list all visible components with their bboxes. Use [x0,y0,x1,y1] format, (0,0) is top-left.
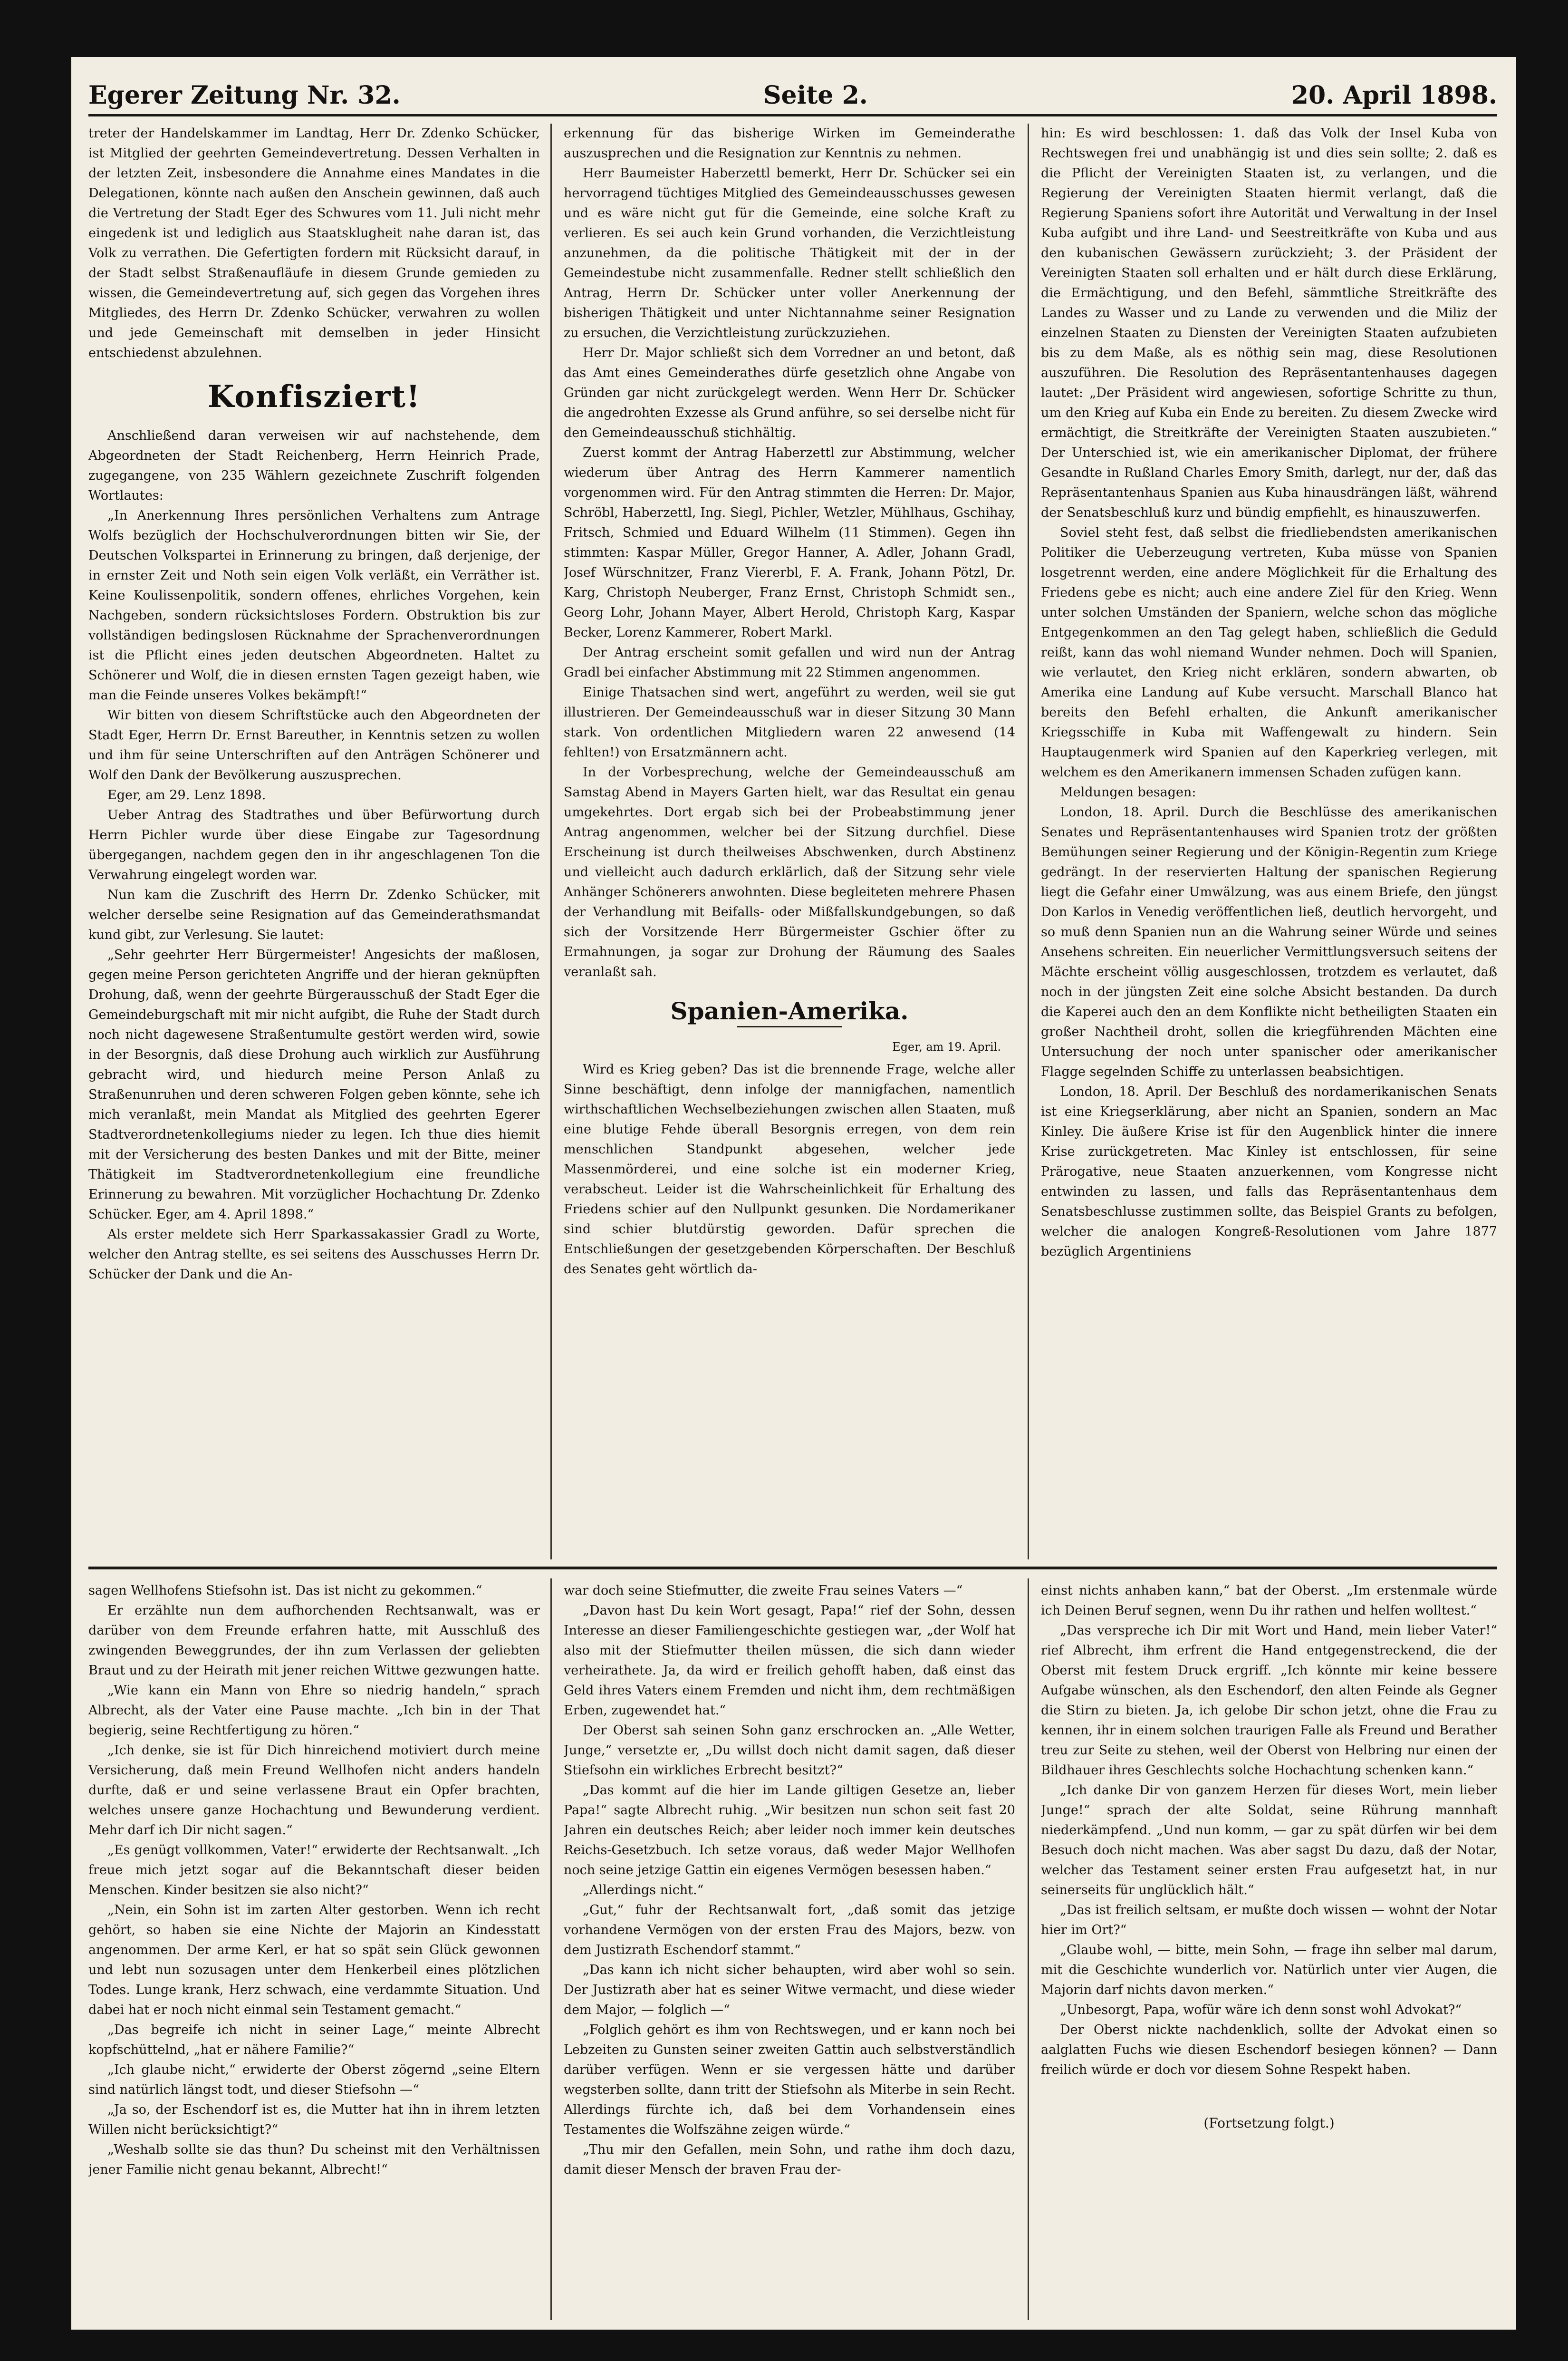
article-paragraph: Ueber Antrag des Stadtrathes und über Befürwortung durch Herrn Pichler wurde über diese Eingabe zur Tagesordnung übergegangen, nachdem gegen den in ihr angeschlagenen Ton die Verwahrung eingelegt worden war. [88,808,540,882]
masthead-date: 20. April 1898. [1291,81,1497,110]
headline-spanien-amerika: Spanien-Amerika. [670,997,909,1025]
story-paragraph: „Gut,“ fuhr der Rechtsanwalt fort, „daß somit das jetzige vorhandene Vermögen von der ersten Frau des Majors, bezw. von dem Justizrath Eschendorf stammt.“ [564,1903,1015,1957]
story-paragraph: „Glaube wohl, — bitte, mein Sohn, — frage ihn selber mal darum, mit die Geschichte wunderlich vor. Natürlich unter vier Augen, die Majorin darf nichts davon merken.“ [1041,1943,1497,1997]
masthead-paper-issue: Egerer Zeitung Nr. 32. [88,81,401,110]
column-divider [1028,124,1029,1559]
story-paragraph: „Das begreife ich nicht in seiner Lage,“ meinte Albrecht kopfschüttelnd, „hat er nähere Familie?“ [88,2022,540,2057]
story-paragraph: sagen Wellhofens Stiefsohn ist. Das ist nicht zu gekommen.“ [88,1583,482,1598]
article-paragraph: hin: Es wird beschlossen: 1. daß das Volk der Insel Kuba von Rechtswegen frei und unabhängig ist und dies sein sollte; 2. daß es die Pflicht der Vereinigten Staaten ist, zu verlangen, und die Regierung der Vereinigten Staaten hiermit verlangt, daß die Regierung Spaniens sofort ihre Autorität und Verwaltung in der Insel Kuba aufgibt und ihre Land- und Seestreitkräfte von Kuba und aus den kubanischen Gewässern zurückzieht; 3. der Präsident der Vereinigten Staaten soll erhalten und er hält durch diese Erklärung, die Ermächtigung, und den Befehl, sämmtliche Streitkräfte des Landes zu Wasser und zu Lande zu verwenden und die Miliz der einzelnen Staaten zu Diensten der Vereinigten Staaten aufzubieten bis zu dem Maße, als es nöthig sein mag, diese Resolutionen auszuführen. Die Resolution des Repräsentantenhauses dagegen lautet: „Der Präsident wird angewiesen, sofortige Schritte zu thun, um den Krieg auf Kuba ein Ende zu bereiten. Zu diesem Zwecke wird ermächtigt, die Streitkräfte der Vereinigten Staaten auszubieten.“ Der Unterschied ist, wie ein amerikanischer Diplomat, der frühere Gesandte in Rußland Charles Emory Smith, darlegt, nur der, daß das Repräsentantenhaus Spanien aus Kuba hinausdrängen läßt, während der Senatsbeschluß kurz und bündig empfiehlt, es hinauszuwerfen. [1041,126,1497,520]
story-paragraph: „Nein, ein Sohn ist im zarten Alter gestorben. Wenn ich recht gehört, so haben sie eine Nichte der Majorin an Kindesstatt angenommen. Der arme Kerl, er hat so spät sein Glück gewonnen und lebt nun sozusagen unter dem Henkerbeil eines plötzlichen Todes. Lunge krank, Herz schwach, eine verdammte Situation. Und dabei hat er noch nicht einmal sein Testament gemacht.“ [88,1903,540,2017]
story-paragraph: „Es genügt vollkommen, Vater!“ erwiderte der Rechtsanwalt. „Ich freue mich jetzt sogar auf die Bekanntschaft dieser beiden Menschen. Kinder besitzen sie also nicht?“ [88,1843,540,1897]
story-paragraph: „Das kann ich nicht sicher behaupten, wird aber wohl so sein. Der Justizrath aber hat es seiner Witwe vermacht, und diese wieder dem Major, — folglich —“ [564,1963,1015,2017]
headline-rule [737,1026,842,1027]
story-paragraph: war doch seine Stiefmutter, die zweite Frau seines Vaters —“ [564,1583,963,1598]
article-paragraph: Der Antrag erscheint somit gefallen und wird nun der Antrag Gradl bei einfacher Abstimmung mit 22 Stimmen angenommen. [564,645,1015,680]
article-paragraph: London, 18. April. Der Beschluß des nordamerikanischen Senats ist eine Kriegserklärung, aber nicht an Spanien, sondern an Mac Kinley. Die äußere Krise ist für den Augenblick hinter die innere Krise zurückgetreten. Mac Kinley ist entschlossen, für seine Prärogative, neue Staaten anzuerkennen, vom Kongresse nicht entwinden zu lassen, und falls das Repräsentantenhaus dem Senatsbeschlusse zustimmen sollte, das Beispiel Grants zu befolgen, welcher die analogen Kongreß-Resolutionen vom Jahre 1877 bezüglich Argentiniens [1041,1084,1497,1259]
article-paragraph: London, 18. April. Durch die Beschlüsse des amerikanischen Senates und Repräsentantenhauses wird Spanien trotz der größten Bemühungen seiner Regierung und der Königin-Regentin zum Kriege gedrängt. In der reservierten Haltung der spanischen Regierung liegt die Gefahr einer Umwälzung, was aus einem Briefe, den jüngst Don Karlos in Venedig veröffentlichen ließ, deutlich hervorgeht, und so muß denn Spanien nun an die Wahrung seiner Würde und seines Ansehens schreiten. Ein neuerlicher Vermittlungsversuch seitens der Mächte erscheint völlig ausgeschlossen, trotzdem es verlautet, daß noch in der jüngsten Zeit eine solche Absicht bestanden. Da durch die Kaperei auch den an dem Konflikte nicht betheiligten Staaten ein großer Nachtheil droht, sollen die kriegführenden Mächten eine Untersuchung der noch unter spanischer oder amerikanischer Flagge segelnden Schiffe zu unterlassen beabsichtigen. [1041,805,1497,1079]
story-paragraph: Er erzählte nun dem aufhorchenden Rechtsanwalt, was er darüber von dem Freunde erfahren hatte, mit Ausschluß des zwingenden Beweggrundes, der ihn zum Verlassen der geliebten Braut und zu der Heirath mit jener reichen Wittwe gezwungen hatte. [88,1603,540,1678]
article-dateline: Eger, am 29. Lenz 1898. [107,788,266,803]
story-paragraph: „Ich glaube nicht,“ erwiderte der Oberst zögernd „seine Eltern sind natürlich längst todt, und dieser Stiefsohn —“ [88,2062,540,2097]
story-paragraph: „Folglich gehört es ihm von Rechtswegen, und er kann noch bei Lebzeiten zu Gunsten seiner zweiten Gattin auch selbstverständlich darüber verfügen. Wenn er sie vergessen hätte und darüber wegsterben sollte, dann tritt der Stiefsohn als Miterbe in sein Recht. Allerdings fürchte ich, daß bei dem Vorhandensein eines Testamentes die Wolfszähne zeigen würde.“ [564,2022,1015,2137]
story-paragraph: „Das ist freilich seltsam, er mußte doch wissen — wohnt der Notar hier im Ort?“ [1041,1903,1497,1937]
article-paragraph: Herr Dr. Major schließt sich dem Vorredner an und betont, daß das Amt eines Gemeinderathes dürfe gesetzlich ohne Angabe von Gründen gar nicht zurückgelegt werden. Wenn Herr Dr. Schücker die angedrohten Exzesse als Grund anführe, so sei derselbe nicht für den Gemeindeausschuß stichhältig. [564,346,1015,440]
masthead-page-number: Seite 2. [763,81,868,110]
article-paragraph: erkennung für das bisherige Wirken im Gemeinderathe auszusprechen und die Resignation zur Kenntnis zu nehmen. [564,126,1015,161]
feuilleton-column-3 [1041,1581,1497,2320]
story-paragraph: „Unbesorgt, Papa, wofür wäre ich denn sonst wohl Advokat?“ [1060,2003,1462,2017]
article-quote: „Sehr geehrter Herr Bürgermeister! Angesichts der maßlosen, gegen meine Person gerichteten Angriffe und der hieran geknüpften Drohung, daß, wenn der geehrte Bürgerausschuß der Stadt Eger die Gemeindeburgschaft mit mir nicht aufgibt, die Ruhe der Stadt durch noch nicht dagewesene Straßentumulte gestört werden wird, sowie in der Besorgnis, daß diese Drohung auch wirklich zur Ausführung gebracht wird, und hiedurch meine Person Anlaß zu Straßenunruhen und deren schweren Folgen geben könnte, sehe ich mich veranlaßt, mein Mandat als Mitglied des geehrten Egerer Stadtverordnetenkollegiums nieder zu legen. Ich thue dies hiemit mit der Versicherung des besten Dankes und mit der Bitte, meiner Thätigkeit im Stadtverordnetenkollegium eine freundliche Erinnerung zu bewahren. Mit vorzüglicher Hochachtung Dr. Zdenko Schücker. Eger, am 4. April 1898.“ [88,948,540,1222]
article-paragraph: Wird es Krieg geben? Das ist die brennende Frage, welche aller Sinne beschäftigt, denn infolge der mannigfachen, namentlich wirthschaftlichen Wechselbeziehungen zwischen allen Staaten, muß eine blutige Fehde überall Besorgnis erregen, von dem rein menschlichen Standpunkt abgesehen, welcher jede Massenmörderei, und eine solche ist ein moderner Krieg, verabscheut. Leider ist die Wahrscheinlichkeit für Erhaltung des Friedens schier auf den Nullpunkt gesunken. Die Nordamerikaner sind schier blutdürstig geworden. Dafür sprechen die Entschließungen der gesetzgebenden Körperschaften. Der Beschluß des Senates geht wörtlich da- [564,1062,1015,1277]
story-paragraph: „Ja so, der Eschendorf ist es, die Mutter hat ihn in ihrem letzten Willen nicht berücksichtigt?“ [88,2102,540,2137]
article-paragraph: Einige Thatsachen sind wert, angeführt zu werden, weil sie gut illustrieren. Der Gemeindeausschuß war in dieser Sitzung 30 Mann stark. Von ordentlichen Mitgliedern waren 22 anwesend (14 fehlten!) von Ersatzmännern acht. [564,685,1015,760]
article-paragraph: Herr Baumeister Haberzettl bemerkt, Herr Dr. Schücker sei ein hervorragend tüchtiges Mitglied des Gemeindeausschusses gewesen und es wäre nicht gut für die Gemeinde, eine solche Kraft zu verlieren. Es sei auch kein Grund vorhanden, die Verzichtleistung anzunehmen, da die politische Thätigkeit mit der in der Gemeindestube nicht zusammenfalle. Redner stellt schließlich den Antrag, Herrn Dr. Schücker unter voller Anerkennung der bisherigen Thätigkeit und unter Nichtannahme seiner Resignation zu ersuchen, die Verzichtleistung zurückzuziehen. [564,166,1015,340]
news-column-1 [88,124,540,1559]
story-paragraph: „Davon hast Du kein Wort gesagt, Papa!“ rief der Sohn, dessen Interesse an dieser Familiengeschichte gestiegen war, „der Wolf hat also mit der Stiefmutter theilen müssen, die sich dann wieder verheirathete. Ja, da wird er freilich gehofft haben, daß einst das Geld ihres Vaters einem Fremden und nicht ihm, dem rechtmäßigen Erben, zugewendet hat.“ [564,1603,1015,1718]
headline-konfisziert: Konfisziert! [207,379,421,415]
article-paragraph: Wir bitten von diesem Schriftstücke auch den Abgeordneten der Stadt Eger, Herrn Dr. Ernst Bareuther, in Kenntnis setzen zu wollen und ihm für seine Unterschriften auf den Anträgen Schönerer und Wolf den Dank der Bevölkerung auszusprechen. [88,708,540,783]
column-divider [1028,1578,1029,2320]
feuilleton-column-2 [564,1581,1015,2320]
story-paragraph: „Wie kann ein Mann von Ehre so niedrig handeln,“ sprach Albrecht, als der Vater eine Pause machte. „Ich bin in der That begierig, seine Rechtfertigung zu hören.“ [88,1683,540,1738]
column-divider [550,124,552,1559]
continued-note: (Fortsetzung folgt.) [1203,2115,1335,2131]
article-paragraph: Meldungen besagen: [1060,785,1196,800]
story-paragraph: „Thu mir den Gefallen, mein Sohn, und rathe ihm doch dazu, damit dieser Mensch der braven Frau der- [564,2142,1015,2177]
story-paragraph: Der Oberst sah seinen Sohn ganz erschrocken an. „Alle Wetter, Junge,“ versetzte er, „Du willst doch nicht damit sagen, daß dieser Stiefsohn ein wirkliches Erbrecht besitzt?“ [564,1723,1015,1778]
story-paragraph: einst nichts anhaben kann,“ bat der Oberst. „Im erstenmale würde ich Deinen Beruf segnen, wenn Du ihr rathen und helfen wolltest.“ [1041,1583,1497,1618]
newspaper-page [71,57,1516,2330]
news-column-2 [564,124,1015,1559]
article-paragraph: In der Vorbesprechung, welche der Gemeindeausschuß am Samstag Abend in Mayers Garten hielt, war das Resultat ein genau umgekehrtes. Dort ergab sich bei der Probeabstimmung jener Antrag angenommen, welcher bei der Sitzung durchfiel. Diese Erscheinung ist durch theilweises Abschwenken, durch Abstinenz und vielleicht auch dadurch erklärlich, daß der Sitzung sehr viele Anhänger Schönerers anwohnten. Diese begleiteten mehrere Phasen der Verhandlung mit Beifalls- oder Mißfallskundgebungen, so daß sich der Vorsitzende Herr Bürgermeister Gschier öfter zu Ermahnungen, ja sogar zur Drohung der Räumung des Saales veranlaßt sah. [564,765,1015,979]
news-column-3 [1041,124,1497,1559]
article-paragraph: Zuerst kommt der Antrag Haberzettl zur Abstimmung, welcher wiederum über Antrag des Herrn Kammerer namentlich vorgenommen wird. Für den Antrag stimmten die Herren: Dr. Major, Schröbl, Haberzettl, Ing. Siegl, Pichler, Wetzler, Mühlhaus, Gschihay, Fritsch, Schmied und Eduard Wilhelm (11 Stimmen). Gegen ihn stimmten: Kaspar Müller, Gregor Hanner, A. Adler, Johann Gradl, Josef Würschnitzer, Franz Viererbl, F. A. Frank, Johann Pötzl, Dr. Karg, Christoph Neuberger, Franz Ernst, Christoph Schmidt sen., Georg Lohr, Johann Mayer, Albert Herold, Christoph Karg, Kaspar Becker, Lorenz Kammerer, Robert Markl. [564,445,1015,640]
feuilleton-divider [88,1567,1497,1569]
story-paragraph: „Ich denke, sie ist für Dich hinreichend motiviert durch meine Versicherung, daß mein Freund Wellhofen nicht anders handeln durfte, daß er und seine verlassene Braut ein Opfer brachten, welches unsere ganze Hochachtung und Bewunderung verdient. Mehr darf ich Dir nicht sagen.“ [88,1743,540,1838]
article-dateline: Eger, am 19. April. [892,1040,1001,1054]
story-paragraph: „Das verspreche ich Dir mit Wort und Hand, mein lieber Vater!“ rief Albrecht, ihm erfrent die Hand entgegenstreckend, die der Oberst mit festem Druck ergriff. „Ich könnte mir keine bessere Aufgabe wünschen, als den Eschendorf, den alten Feinde als Gegner die Stirn zu bieten. Ja, ich gelobe Dir schon jetzt, ohne die Frau zu kennen, ihr in einem solchen traurigen Falle als Freund und Berather treu zur Seite zu stehen, weil der Oberst von Helbring nur einen der Bildhauer ihres Geschlechts solche Hochachtung schenken kann.“ [1041,1623,1497,1778]
article-paragraph: treter der Handelskammer im Landtag, Herr Dr. Zdenko Schücker, ist Mitglied der geehrten Gemeindevertretung. Dessen Verhalten in der letzten Zeit, insbesondere die Annahme eines Mandates in die Delegationen, könnte nach außen den Anschein gewinnen, daß auch die Vertretung der Stadt Eger des Schwures vom 11. Juli nicht mehr eingedenk ist und lediglich aus Staatsklugheit nahe daran ist, das Volk zu verrathen. Die Gefertigten fordern mit Rücksicht darauf, in der Stadt selbst Straßenaufläufe in diesem Grunde gemieden zu wissen, die Gemeindevertretung auf, sich gegen das Vorgehen ihres Mitgliedes, des Herrn Dr. Zdenko Schücker, verwahren zu wollen und jede Gemeinschaft mit demselben in jeder Hinsicht entschiedenst abzulehnen. [88,126,540,360]
column-divider [550,1578,552,2320]
story-paragraph: „Allerdings nicht.“ [583,1883,704,1897]
article-quote: „In Anerkennung Ihres persönlichen Verhaltens zum Antrage Wolfs bezüglich der Hochschulverordnungen bitten wir Sie, der Deutschen Volkspartei in Erinnerung zu bringen, daß derjenige, der in ernster Zeit und Noth sein eigen Volk verläßt, ein Verräther ist. Keine Koulissenpolitik, sondern offenes, ehrliches Vorgehen, kein Nachgeben, sondern rücksichtsloses Fordern. Obstruktion bis zur vollständigen bedingslosen Rücknahme der Sprachenverordnungen ist die Pflicht eines jeden deutschen Abgeordneten. Haltet zu Schönerer und Wolf, die in diesen ernsten Tagen gezeigt haben, wie man die Feinde unseres Volkes bekämpft!“ [88,508,540,703]
story-paragraph: Der Oberst nickte nachdenklich, sollte der Advokat einen so aalglatten Fuchs wie diesen Eschendorf besiegen können? — Dann freilich würde er doch vor diesem Sohne Respekt haben. [1041,2022,1497,2077]
masthead [88,76,1497,116]
story-paragraph: „Das kommt auf die hier im Lande giltigen Gesetze an, lieber Papa!“ sagte Albrecht ruhig. „Wir besitzen nun schon seit fast 20 Jahren ein deutsches Reich; aber leider noch immer kein deutsches Reichs-Gesetzbuch. Ich setze voraus, daß weder Major Wellhofen noch seine jetzige Gattin ein eigenes Vermögen besessen haben.“ [564,1783,1015,1877]
article-paragraph: Soviel steht fest, daß selbst die friedliebendsten amerikanischen Politiker die Ueberzeugung vertreten, Kuba müsse von Spanien losgetrennt werden, eine andere Möglichkeit für die Erhaltung des Friedens gebe es nicht; auch eine andere Ziel für den Krieg. Wenn unter solchen Umständen der Spaniern, welche schon das mögliche Entgegenkommen an den Tag gelegt haben, schließlich die Geduld reißt, kann das wohl niemand Wunder nehmen. Doch will Spanien, wie verlautet, den Krieg nicht erklären, sondern abwarten, ob Amerika eine Landung auf Kube versucht. Marschall Blanco hat bereits den Befehl erhalten, die Ankunft amerikanischer Kriegsschiffe in Kuba mit Waffengewalt zu hindern. Sein Hauptaugenmerk wird Spanien auf den Kaperkrieg verlegen, mit welchem es den Amerikanern immensen Schaden zufügen kann. [1041,525,1497,780]
feuilleton-column-1 [88,1581,540,2320]
story-paragraph: „Ich danke Dir von ganzem Herzen für dieses Wort, mein lieber Junge!“ sprach der alte Soldat, seine Rührung mannhaft niederkämpfend. „Und nun komm, — gar zu spät dürfen wir bei dem Besuch doch nicht machen. Was aber sagst Du dazu, daß der Notar, welcher das Testament seiner ersten Frau aufgesetzt hat, in nur seinerseits für unglücklich hält.“ [1041,1783,1497,1897]
article-paragraph: Anschließend daran verweisen wir auf nachstehende, dem Abgeordneten der Stadt Reichenberg, Herrn Heinrich Prade, zugegangene, von 235 Wählern gezeichnete Zuschrift folgenden Wortlautes: [88,428,540,503]
article-paragraph: Nun kam die Zuschrift des Herrn Dr. Zdenko Schücker, mit welcher derselbe seine Resignation auf das Gemeinderathsmandat kund gibt, zur Verlesung. Sie lautet: [88,888,540,942]
story-paragraph: „Weshalb sollte sie das thun? Du scheinst mit den Verhältnissen jener Familie nicht genau bekannt, Albrecht!“ [88,2142,540,2177]
article-paragraph: Als erster meldete sich Herr Sparkassakassier Gradl zu Worte, welcher den Antrag stellte, es sei seitens des Ausschusses Herrn Dr. Schücker der Dank und die An- [88,1227,540,1282]
